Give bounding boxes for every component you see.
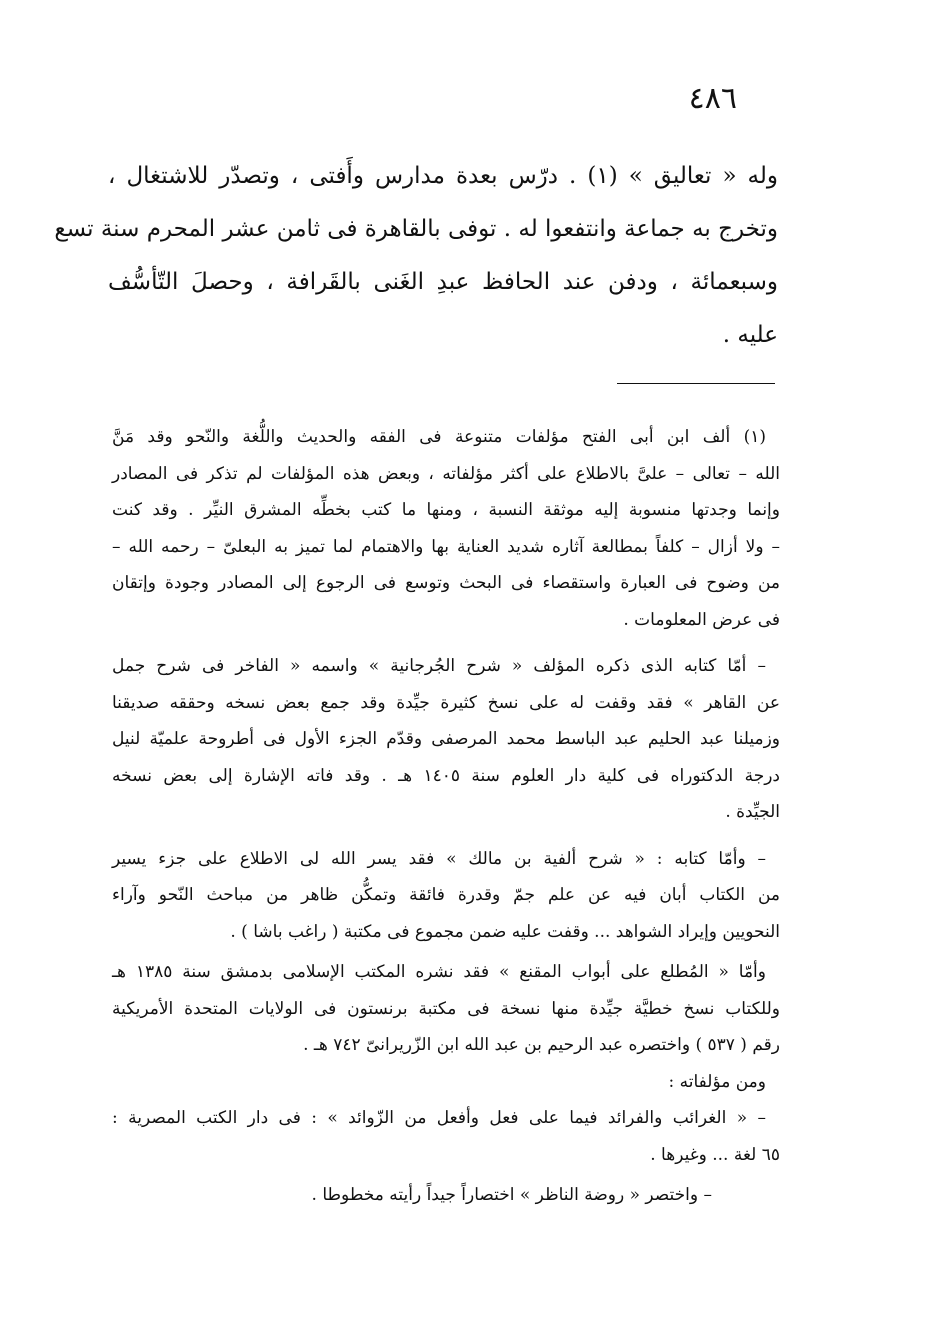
main-text-line: عليه . bbox=[722, 322, 778, 348]
footnote-line: فى عرض المعلومات . bbox=[623, 609, 780, 630]
footnote-paragraph bbox=[112, 419, 780, 638]
footnote-line: من الكتاب أبان فيه عن علم جمّ وقدرة فائقة وتمكُّن ظاهر من مباحث النّحو وآراء bbox=[112, 885, 780, 905]
footnote-line: وزميلنا عبد الحليم عبد الباسط محمد المرصفى وقدّم الجزء الأول فى أطروحة علميّة لنيل bbox=[112, 729, 780, 749]
main-text-line: وتخرج به جماعة وانتفعوا له . توفى بالقاهرة فى ثامن عشر المحرم سنة تسع bbox=[54, 216, 778, 242]
footnote-line: (١) ألف ابن أبى الفتح مؤلفات متنوعة فى الفقه والحديث واللُّغة والنّحو وقد مَنَّ bbox=[112, 427, 766, 447]
footnote-paragraph bbox=[112, 648, 780, 831]
footnote-line: ومن مؤلفاته : bbox=[668, 1071, 766, 1092]
footnote-line: الجيِّدة . bbox=[725, 802, 780, 822]
footnote-line: وإنما وجدتها منسوبة إليه موثقة النسبة ، ومنها ما كتب بخطِّه المشرق النيِّر . وقد كنت bbox=[112, 500, 780, 520]
footnote-line: وللكتاب نسخ خطيَّة جيِّدة منها نسخة فى مكتبة برنستون فى الولايات المتحدة الأمريكية bbox=[112, 998, 780, 1019]
footnote-line: – ولا أزال – كلفاً بمطالعة آثاره شديد العناية بها والاهتمام لما تميز به البعلىّ – رحمه الله – bbox=[112, 536, 780, 557]
main-text-block bbox=[54, 150, 778, 362]
footnote-line: – واختصر « روضة الناظر » اختصاراً جيداً رأيته مخطوطا . bbox=[311, 1185, 712, 1205]
footnote-paragraph bbox=[112, 1177, 780, 1214]
footnote-line: رقم ( ٥٣٧ ) واختصره عبد الرحيم بن عبد الله ابن الزّريرانىّ ٧٤٢ هـ . bbox=[303, 1035, 780, 1055]
footnote-line: درجة الدكتوراه فى كلية دار العلوم سنة ١٤٠٥ هـ . وقد فاته الإشارة إلى بعض نسخه bbox=[112, 765, 780, 786]
main-text-line: وله « تعاليق » (١) . درّس بعدة مدارس وأَفتى ، وتصدّر للاشتغال ، bbox=[108, 163, 778, 189]
page-number: ٤٨٦ bbox=[688, 81, 737, 116]
footnote-paragraph bbox=[112, 1100, 780, 1173]
footnote-line: – « الغرائب والفرائد فيما على فعل وأفعل من الزّوائد » : فى دار الكتب المصرية : bbox=[112, 1108, 766, 1128]
footnotes-block bbox=[112, 419, 780, 1214]
footnote-separator bbox=[617, 383, 775, 384]
footnote-line: الله – تعالى – علىَّ بالاطلاع على أكثر مؤلفاته ، وبعض هذه المؤلفات لم تذكر فى المصادر bbox=[112, 463, 780, 484]
footnote-paragraph bbox=[112, 841, 780, 951]
footnote-line: النحويين وإيراد الشواهد ... وقفت عليه ضمن مجموع فى مكتبة ( راغب باشا ) . bbox=[230, 921, 780, 942]
footnote-line: وأمّا « المُطلع على أبواب المقنع » فقد نشره المكتب الإسلامى بدمشق سنة ١٣٨٥ هـ bbox=[112, 962, 766, 982]
footnote-line: عن القاهر » فقد وقفت له على نسخ كثيرة جيِّدة وقد جمع بعض نسخه وحققه صديقنا bbox=[112, 692, 780, 713]
footnote-paragraph bbox=[112, 1064, 780, 1101]
footnote-line: – وأمّا كتابه : « شرح ألفية بن مالك » فقد يسر الله لى الاطلاع على جزء يسير bbox=[112, 848, 766, 869]
footnote-line: من وضوح فى العبارة واستقصاء فى البحث وتوسع فى الرجوع إلى المصادر وجودة وإتقان bbox=[112, 573, 780, 593]
footnote-line: – أمّا كتابه الذى ذكره المؤلف « شرح الجُرجانية » واسمه « الفاخر فى شرح جمل bbox=[112, 656, 766, 676]
main-text-line: وسبعمائة ، ودفن عند الحافظ عبدِ الغَنى بالقَرافة ، وحصلَ التّأسُّف bbox=[108, 269, 778, 295]
footnote-paragraph bbox=[112, 954, 780, 1064]
footnote-line: ٦٥ لغة ... وغيرها . bbox=[650, 1144, 780, 1165]
